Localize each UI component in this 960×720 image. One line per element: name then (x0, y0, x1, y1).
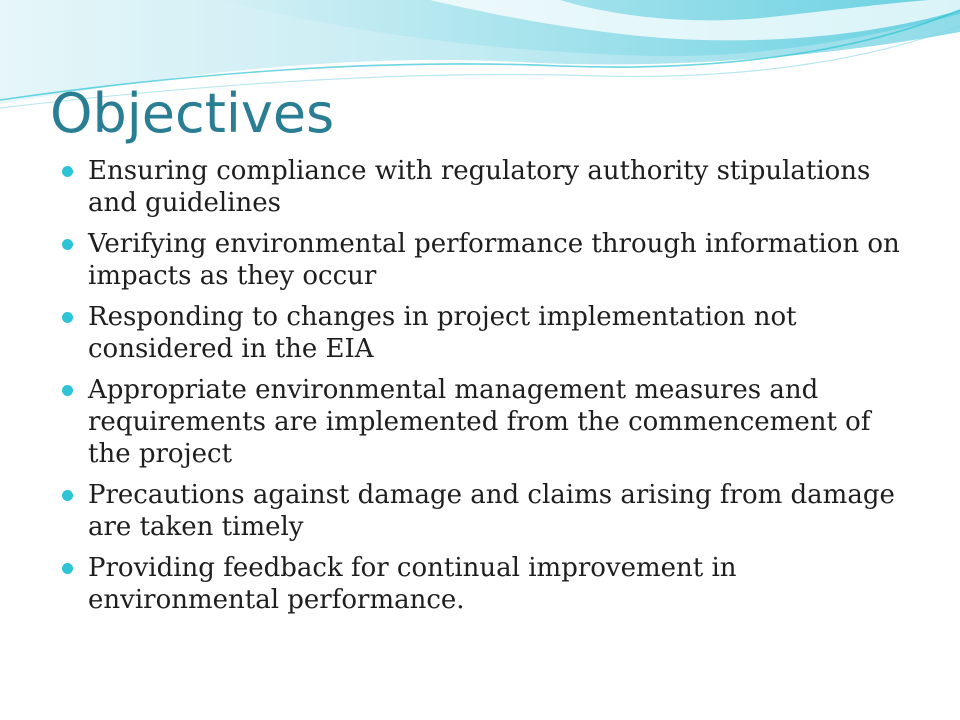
bullet-text: Verifying environmental performance through information on impacts as they occur (88, 229, 900, 291)
bullet-item (60, 552, 920, 616)
bullet-dot-icon (62, 166, 73, 177)
bullet-item (60, 374, 920, 470)
bullet-dot-icon (62, 490, 73, 501)
objectives-bullet-list (60, 155, 920, 625)
bullet-item (60, 155, 920, 219)
bullet-dot-icon (62, 563, 73, 574)
bullet-text: Responding to changes in project implementation not considered in the EIA (88, 302, 797, 364)
bullet-dot-icon (62, 385, 73, 396)
bullet-item (60, 301, 920, 365)
bullet-dot-icon (62, 312, 73, 323)
bullet-text: Ensuring compliance with regulatory authority stipulations and guidelines (88, 156, 871, 218)
bullet-item (60, 228, 920, 292)
bullet-text: Providing feedback for continual improvement in environmental performance. (88, 553, 737, 615)
slide-title: Objectives (50, 82, 335, 145)
bullet-text: Appropriate environmental management measures and requirements are implemented from the commencement of the project (88, 375, 871, 469)
bullet-item (60, 479, 920, 543)
bullet-dot-icon (62, 239, 73, 250)
bullet-text: Precautions against damage and claims arising from damage are taken timely (88, 480, 895, 542)
